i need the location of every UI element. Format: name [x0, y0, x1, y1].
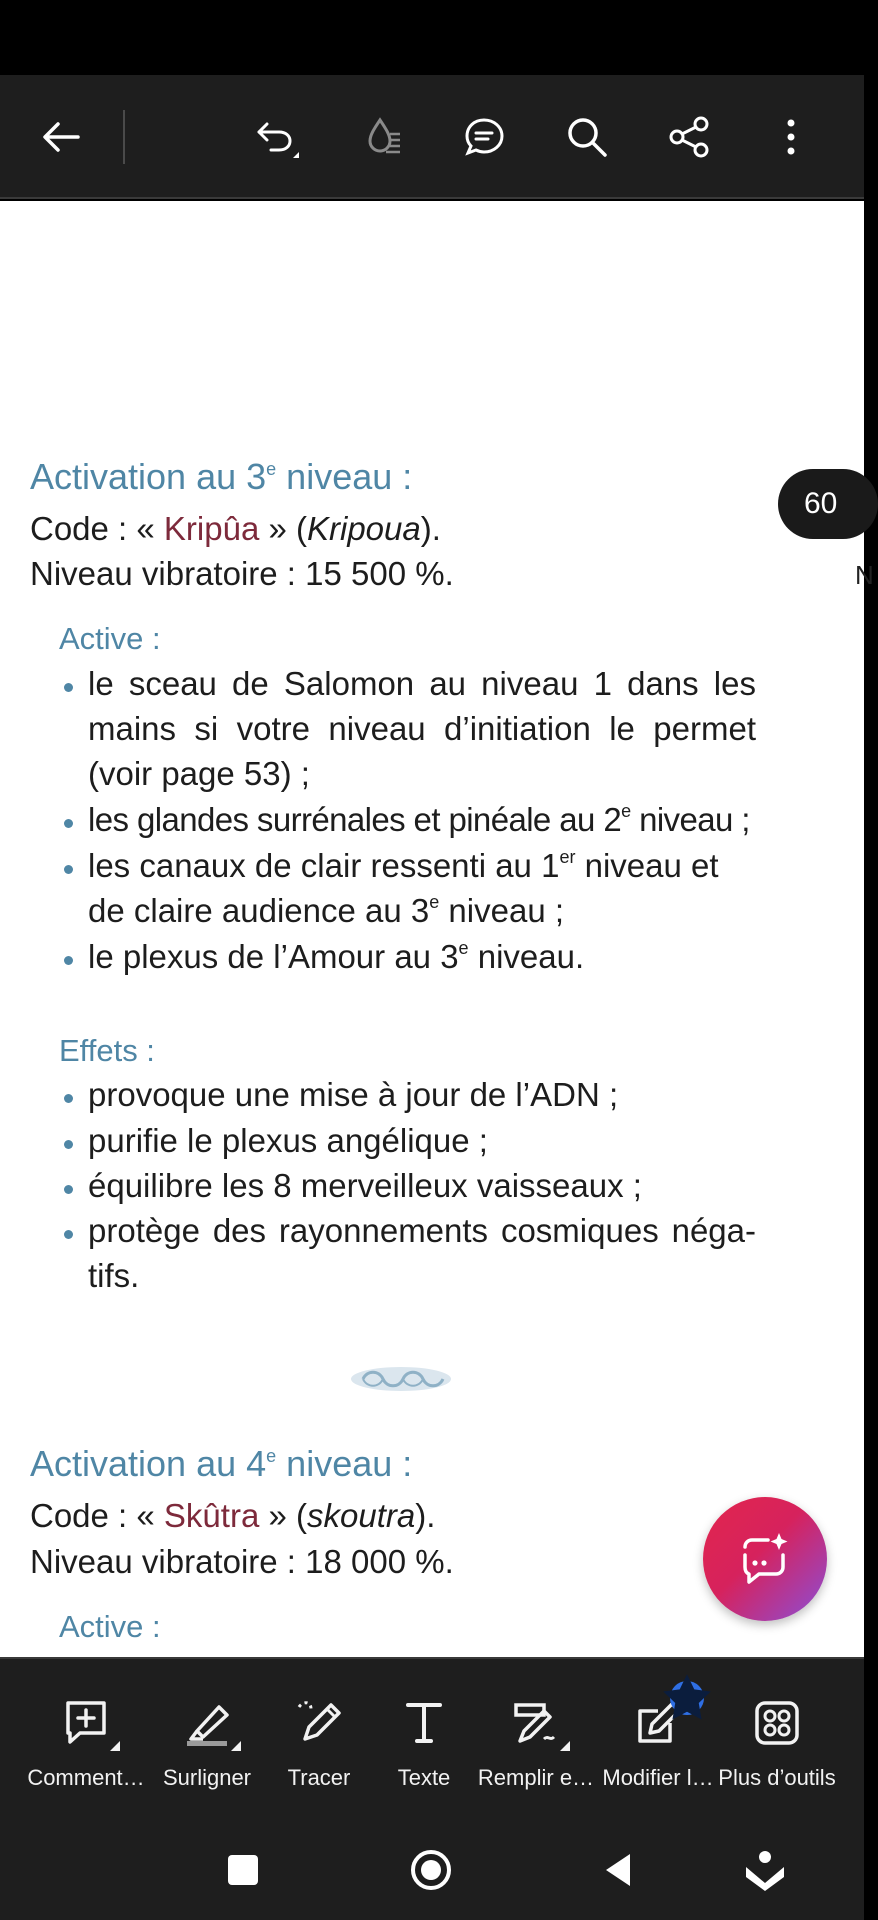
- list-item-line: équilibre les 8 merveilleux vaisseaux ;: [88, 1167, 642, 1204]
- back-nav-button[interactable]: [594, 1845, 644, 1895]
- list-item-line: tifs.: [88, 1257, 140, 1294]
- page-number-badge[interactable]: 60: [778, 469, 878, 539]
- tool-text[interactable]: [374, 1659, 474, 1817]
- tool-label: Texte: [397, 1765, 451, 1790]
- list-item-line: le sceau de Salomon au niveau 1 dans les: [88, 665, 756, 702]
- bullet: [64, 865, 73, 874]
- circle-home-icon: [406, 1845, 456, 1895]
- tool-label: Modifier l…: [602, 1765, 714, 1790]
- pdf-page[interactable]: [0, 201, 874, 1657]
- share-button[interactable]: [657, 105, 721, 169]
- liquid-mode-button[interactable]: [353, 105, 417, 169]
- comments-button[interactable]: [452, 105, 516, 169]
- more-vertical-icon: [768, 114, 814, 160]
- tool-fill-sign[interactable]: [474, 1659, 598, 1817]
- ai-assistant-button[interactable]: [703, 1497, 827, 1621]
- tool-comment[interactable]: [22, 1659, 150, 1817]
- bullet: [64, 1230, 73, 1239]
- list-item-line: le plexus de l’Amour au 3e niveau.: [88, 938, 585, 975]
- submenu-indicator: [231, 1741, 241, 1751]
- bullet: [64, 1140, 73, 1149]
- search-icon: [564, 114, 610, 160]
- tools-bar: [0, 1657, 864, 1815]
- triangle-back-icon: [594, 1845, 644, 1895]
- bullet: [64, 819, 73, 828]
- active-label: Active :: [59, 621, 161, 656]
- ai-chat-sparkle-icon: [735, 1529, 795, 1589]
- tool-highlight[interactable]: [150, 1659, 264, 1817]
- gesture-button[interactable]: [740, 1845, 790, 1895]
- section-heading: Activation au 3e niveau :: [30, 456, 413, 497]
- down-gesture-icon: [740, 1845, 790, 1895]
- list-item-line: provoque une mise à jour de l’ADN ;: [88, 1076, 619, 1113]
- more-tools-grid-icon: [749, 1695, 805, 1751]
- list-item-line: les canaux de clair ressenti au 1er niveau et: [88, 847, 719, 884]
- bullet: [64, 1094, 73, 1103]
- list-item-line: de claire audience au 3e niveau ;: [88, 892, 565, 929]
- vibration-level: Niveau vibratoire : 15 500 %.: [30, 555, 454, 592]
- top-toolbar: [0, 75, 864, 199]
- liquid-mode-icon: [362, 114, 408, 160]
- active-label: Active :: [59, 1609, 161, 1644]
- list-item-line: protège des rayonnements cosmiques néga-: [88, 1212, 756, 1249]
- bullet: [64, 683, 73, 692]
- square-icon: [218, 1845, 268, 1895]
- side-mark: N: [855, 560, 874, 590]
- tool-edit-pdf[interactable]: [598, 1659, 718, 1817]
- star-icon: [659, 1670, 715, 1726]
- submenu-indicator: [110, 1741, 120, 1751]
- comment-list-icon: [461, 114, 507, 160]
- list-item-line: mains si votre niveau d’initiation le permet: [88, 710, 756, 747]
- section-heading: Activation au 4e niveau :: [30, 1443, 413, 1484]
- submenu-indicator: [560, 1741, 570, 1751]
- tool-label: Comment…: [27, 1765, 145, 1790]
- toolbar-divider: [123, 110, 125, 164]
- code-line: Code : « Kripûa » (Kripoua).: [30, 510, 441, 547]
- text-icon: [396, 1695, 452, 1751]
- more-options-button[interactable]: [759, 105, 823, 169]
- undo-icon: [253, 114, 299, 160]
- list-item-line: les glandes surrénales et pinéale au 2e niveau ;: [88, 801, 750, 838]
- undo-button[interactable]: [244, 105, 308, 169]
- tool-draw[interactable]: [268, 1659, 370, 1817]
- tool-label: Remplir e…: [477, 1765, 595, 1790]
- add-comment-icon: [58, 1695, 114, 1751]
- tool-label: Tracer: [287, 1765, 351, 1790]
- bullet: [64, 956, 73, 965]
- vibration-level: Niveau vibratoire : 18 000 %.: [30, 1543, 454, 1580]
- recents-button[interactable]: [218, 1845, 268, 1895]
- system-nav-bar: [0, 1815, 864, 1920]
- effects-label: Effets :: [59, 1033, 155, 1068]
- premium-star-badge: [670, 1681, 704, 1715]
- home-button[interactable]: [406, 1845, 456, 1895]
- share-icon: [666, 114, 712, 160]
- draw-pen-icon: [291, 1695, 347, 1751]
- back-arrow-icon: [38, 114, 84, 160]
- list-item-line: (voir page 53) ;: [88, 755, 310, 792]
- search-button[interactable]: [555, 105, 619, 169]
- tool-label: Plus d’outils: [718, 1765, 836, 1790]
- bullet: [64, 1185, 73, 1194]
- code-line: Code : « Skûtra » (skoutra).: [30, 1497, 436, 1534]
- tool-more-tools[interactable]: [718, 1659, 836, 1817]
- highlighter-icon: [179, 1695, 235, 1751]
- list-item-line: purifie le plexus angélique ;: [88, 1122, 488, 1159]
- ornament-divider: [349, 1364, 453, 1394]
- status-bar: [0, 0, 864, 75]
- fill-sign-icon: [508, 1695, 564, 1751]
- back-button[interactable]: [29, 105, 93, 169]
- tool-label: Surligner: [162, 1765, 252, 1790]
